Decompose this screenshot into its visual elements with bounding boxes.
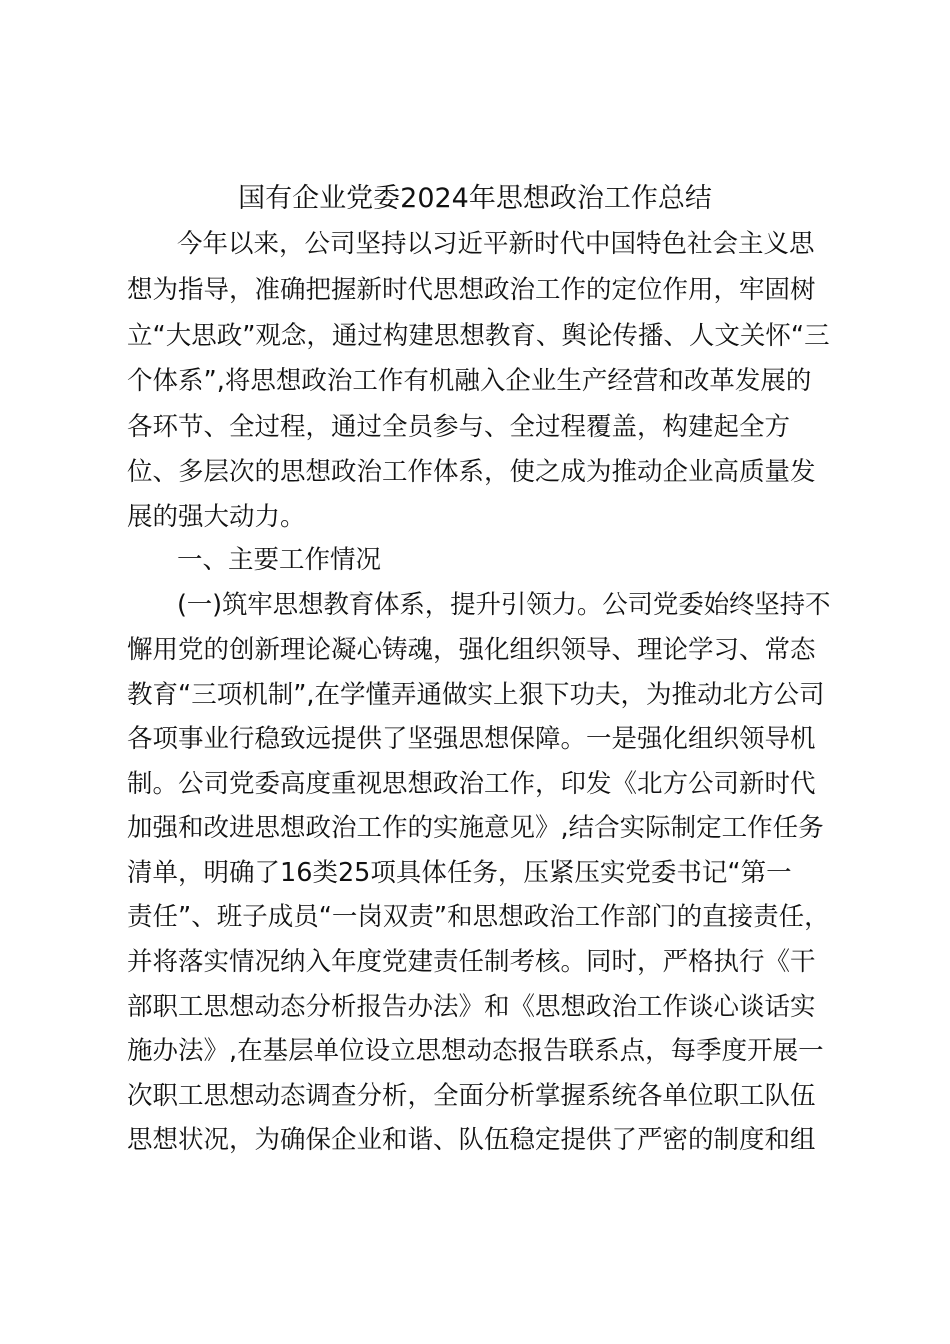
paragraph-line: 思想状况，为确保企业和谐、队伍稳定提供了严密的制度和组 — [127, 1125, 816, 1155]
paragraph-line: 今年以来，公司坚持以习近平新时代中国特色社会主义思 — [177, 229, 815, 259]
paragraph-line: 加强和改进思想政治工作的实施意见》,结合实际制定工作任务 — [127, 813, 824, 843]
paragraph-line: 立“大思政”观念，通过构建思想教育、舆论传播、人文关怀“三 — [127, 321, 830, 351]
section-heading: 一、主要工作情况 — [177, 545, 382, 575]
paragraph-line: 懈用党的创新理论凝心铸魂，强化组织领导、理论学习、常态 — [127, 635, 816, 665]
paragraph-line: 部职工思想动态分析报告办法》和《思想政治工作谈心谈话实 — [127, 992, 816, 1022]
paragraph-line: 想为指导，准确把握新时代思想政治工作的定位作用，牢固树 — [127, 275, 816, 305]
document-title: 国有企业党委2024年思想政治工作总结 — [238, 183, 712, 214]
paragraph-line: 并将落实情况纳入年度党建责任制考核。同时，严格执行《干 — [127, 947, 816, 977]
paragraph-line: 施办法》,在基层单位设立思想动态报告联系点，每季度开展一 — [127, 1036, 824, 1066]
paragraph-line: (一)筑牢思想教育体系，提升引领力。公司党委始终坚持不 — [177, 590, 831, 620]
paragraph-line: 各项事业行稳致远提供了坚强思想保障。一是强化组织领导机 — [127, 724, 816, 754]
paragraph-line: 位、多层次的思想政治工作体系，使之成为推动企业高质量发 — [127, 457, 816, 487]
paragraph-line: 责任”、班子成员“一岗双责”和思想政治工作部门的直接责任， — [127, 902, 830, 932]
paragraph-line: 各环节、全过程，通过全员参与、全过程覆盖，构建起全方 — [127, 412, 791, 442]
paragraph-line: 个体系”,将思想政治工作有机融入企业生产经营和改革发展的 — [127, 366, 812, 396]
paragraph-line: 教育“三项机制”,在学懂弄通做实上狠下功夫，为推动北方公司 — [127, 680, 825, 710]
paragraph-line: 次职工思想动态调查分析，全面分析掌握系统各单位职工队伍 — [127, 1081, 816, 1111]
paragraph-line: 制。公司党委高度重视思想政治工作，印发《北方公司新时代 — [127, 769, 816, 799]
paragraph-line: 清单，明确了16类25项具体任务，压紧压实党委书记“第一 — [127, 858, 792, 888]
paragraph-line: 展的强大动力。 — [127, 502, 306, 532]
